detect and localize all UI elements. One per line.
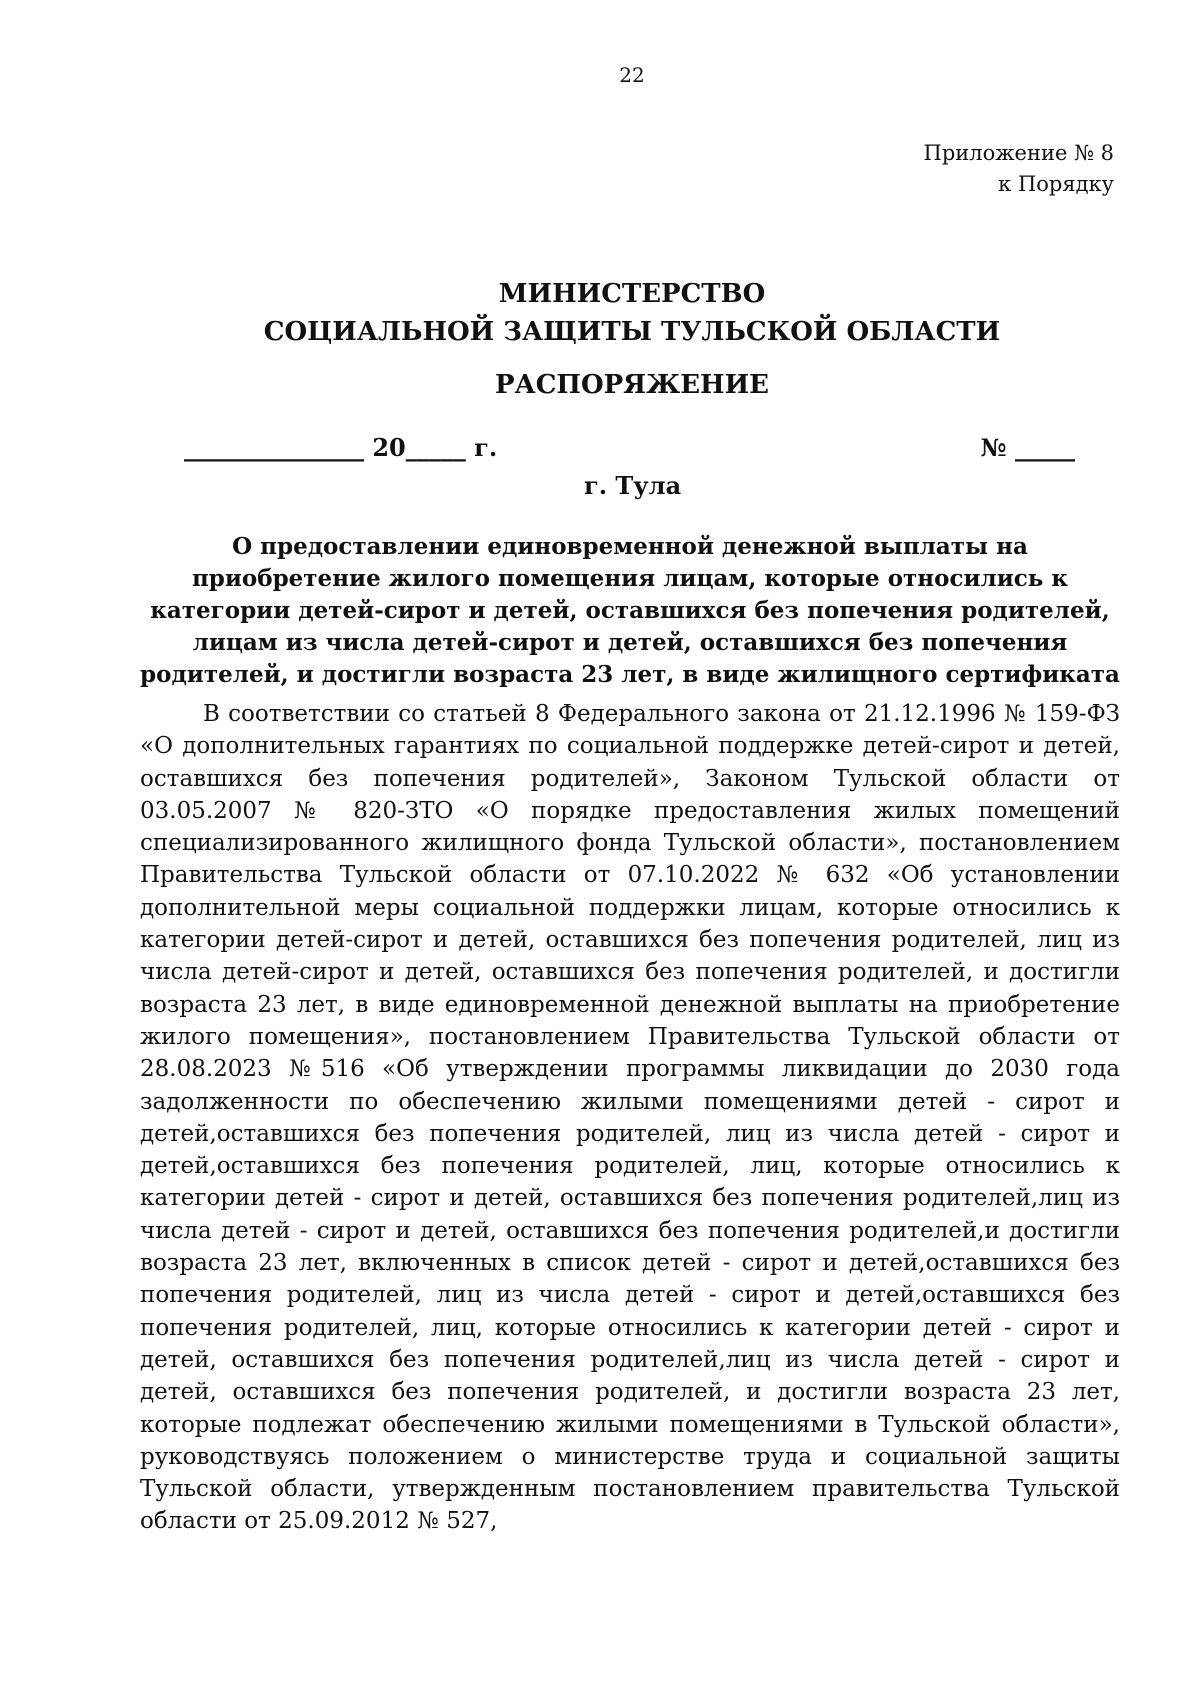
document-subject: О предоставлении единовременной денежной выплаты на приобретение жилого помещения лицам, которые относились к категории детей-сирот и детей, оставшихся без попечения родителей, лицам из числа детей-сирот и детей, оставшихся без попечения родителей, и достигли возраста 23 лет, в виде жилищного сертификата (140, 533, 1120, 688)
ministry-line-2: СОЦИАЛЬНОЙ ЗАЩИТЫ ТУЛЬСКОЙ ОБЛАСТИ (263, 317, 1001, 347)
appendix-line-2: к Порядку (998, 172, 1114, 196)
ministry-name (0, 275, 1200, 351)
ministry-line-1: МИНИСТЕРСТВО (498, 279, 766, 309)
number-field: № _____ (980, 433, 1075, 462)
body-paragraph: В соответствии со статьей 8 Федерального закона от 21.12.1996 № 159-ФЗ «О дополнительных гарантиях по социальной поддержке детей-сирот и детей, оставшихся без попечения родителей», Законом Тульской области от 03.05.2007 № 820-ЗТО «О порядке предоставления жилых помещений специализированного жилищного фонда Тульской области», постановлением Правительства Тульской области от 07.10.2022 № 632 «Об установлении дополнительной меры социальной поддержки лицам, которые относились к категории детей-сирот и детей, оставшихся без попечения родителей, лиц из числа детей-сирот и детей, оставшихся без попечения родителей, и достигли возраста 23 лет, в виде единовременной денежной выплаты на приобретение жилого помещения», постановлением Правительства Тульской области от 28.08.2023 №516 «Об утверждении программы ликвидации до 2030 года задолженности по обеспечению жилыми помещениями детей - сирот и детей,оставшихся без попечения родителей, лиц из числа детей - сирот и детей,оставшихся без попечения родителей, лиц, которые относились к категории детей - сирот и детей, оставшихся без попечения родителей,лиц из числа детей - сирот и детей, оставшихся без попечения родителей,и достигли возраста 23 лет, включенных в список детей - сирот и детей,оставшихся без попечения родителей, лиц из числа детей - сирот и детей,оставшихся без попечения родителей, лиц, которые относились к категории детей - сирот и детей, оставшихся без попечения родителей,лиц из числа детей - сирот и детей, оставшихся без попечения родителей, и достигли возраста 23 лет, которые подлежат обеспечению жилыми помещениями в Тульской области», руководствуясь положением о министерстве труда и социальной защиты Тульской области, утвержденным постановлением правительства Тульской области от 25.09.2012 № 527, (140, 701, 1120, 1535)
page-number: 22 (619, 63, 645, 87)
appendix-line-1: Приложение № 8 (923, 141, 1114, 165)
document-type-title: РАСПОРЯЖЕНИЕ (495, 370, 769, 400)
city-label: г. Тула (584, 471, 682, 500)
date-field: _______________ 20_____ г. (184, 433, 498, 462)
appendix-note (924, 138, 1115, 200)
